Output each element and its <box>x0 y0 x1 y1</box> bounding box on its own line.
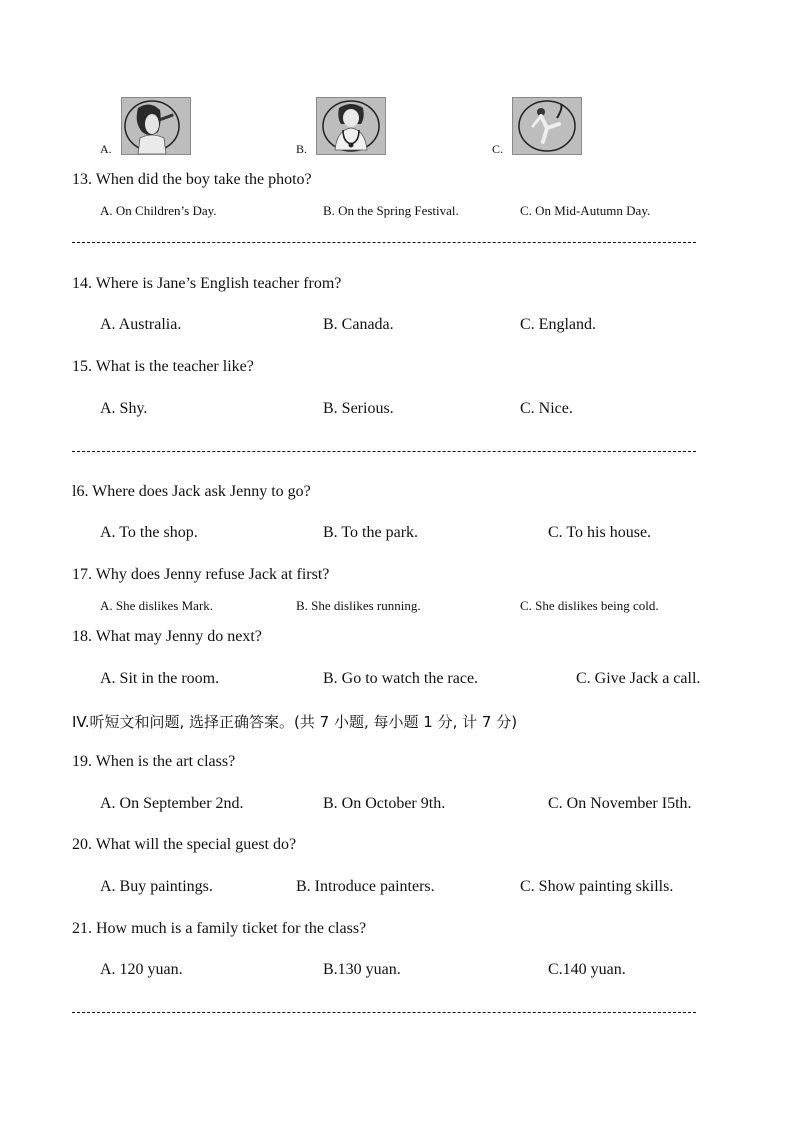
dashed-separator-2 <box>72 451 696 452</box>
question-21: 21. How much is a family ticket for the class? <box>72 920 367 937</box>
question-16: l6. Where does Jack ask Jenny to go? <box>72 483 311 500</box>
doctor-with-stethoscope-icon <box>316 97 386 155</box>
q19-option-c: C. On November I5th. <box>548 795 692 812</box>
section-iv-heading: IV.听短文和问题, 选择正确答案。(共 7 小题, 每小题 1 分, 计 7 分) <box>72 713 518 731</box>
q14-option-a: A. Australia. <box>100 316 182 333</box>
q18-option-c: C. Give Jack a call. <box>576 670 701 687</box>
q17-option-b: B. She dislikes running. <box>296 598 421 613</box>
question-17: 17. Why does Jenny refuse Jack at first? <box>72 566 330 583</box>
q15-option-a: A. Shy. <box>100 400 148 417</box>
q16-option-c: C. To his house. <box>548 524 652 541</box>
q18-option-b: B. Go to watch the race. <box>323 670 479 687</box>
q13-option-a: A. On Children’s Day. <box>100 203 217 218</box>
q16-option-a: A. To the shop. <box>100 524 198 541</box>
q19-option-a: A. On September 2nd. <box>100 795 244 812</box>
dancer-figure-icon <box>512 97 582 155</box>
q20-option-c: C. Show painting skills. <box>520 878 674 895</box>
option-a-label: A. <box>100 142 112 156</box>
q21-option-b: B.130 yuan. <box>323 961 401 978</box>
option-c-label: C. <box>492 142 504 156</box>
question-13: 13. When did the boy take the photo? <box>72 171 312 188</box>
dashed-separator-3 <box>72 1012 696 1013</box>
q17-option-c: C. She dislikes being cold. <box>520 598 659 613</box>
question-14: 14. Where is Jane’s English teacher from? <box>72 275 342 292</box>
q14-option-c: C. England. <box>520 316 596 333</box>
q19-option-b: B. On October 9th. <box>323 795 446 812</box>
q15-option-b: B. Serious. <box>323 400 394 417</box>
q14-option-b: B. Canada. <box>323 316 394 333</box>
option-b-label: B. <box>296 142 308 156</box>
q17-option-a: A. She dislikes Mark. <box>100 598 214 613</box>
q21-option-c: C.140 yuan. <box>548 961 626 978</box>
q20-option-b: B. Introduce painters. <box>296 878 435 895</box>
q21-option-a: A. 120 yuan. <box>100 961 183 978</box>
question-15: 15. What is the teacher like? <box>72 358 254 375</box>
q18-option-a: A. Sit in the room. <box>100 670 220 687</box>
q20-option-a: A. Buy paintings. <box>100 878 213 895</box>
dashed-separator-1 <box>72 242 696 243</box>
question-19: 19. When is the art class? <box>72 753 236 770</box>
question-18: 18. What may Jenny do next? <box>72 628 262 645</box>
question-20: 20. What will the special guest do? <box>72 836 297 853</box>
q16-option-b: B. To the park. <box>323 524 419 541</box>
q15-option-c: C. Nice. <box>520 400 573 417</box>
q13-option-c: C. On Mid-Autumn Day. <box>520 203 651 218</box>
woman-singing-with-microphone-icon <box>121 97 191 155</box>
q13-option-b: B. On the Spring Festival. <box>323 203 459 218</box>
